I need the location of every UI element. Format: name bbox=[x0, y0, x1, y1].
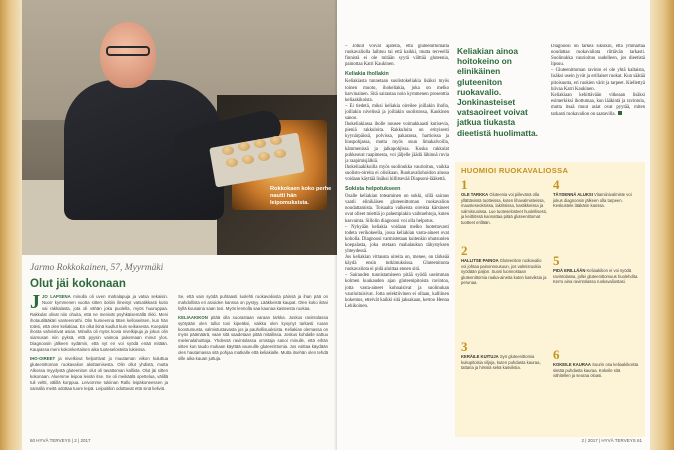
tip-3: 3 KERÄILE KUITUJA Syö gluteenittomia kuitupitoisia viljoja, kuten puhdasta kauraa, tattaria ja hirssiä sekä kasviksia. bbox=[461, 340, 541, 371]
right-page bbox=[337, 0, 650, 450]
tip-6: 6 KOKEILE KAURAA Suurin osa keliaakikoista sietää puhdasta kauraa. Kokeile sitä vähitellen ja seuraa oloasi. bbox=[553, 348, 639, 379]
tips-title: HUOMIOI RUOKAVALIOSSA bbox=[461, 166, 569, 175]
subhead-sokista-helpotukseen: Sokista helpotukseen bbox=[345, 186, 401, 193]
end-mark-icon bbox=[618, 111, 622, 115]
left-page bbox=[22, 0, 337, 450]
photo-caption: Rokkokaen koko perhe nautti hän leipomuksista. bbox=[270, 186, 332, 206]
right-column-1: – Jotkut voivat ajatella, että gluteenittomalla ruokavaliolla laihtuu tai että kaikki, mutta terveellä finnistä ei ole mitään syytä välttää gluteenia, painottaa Katri Kaukinen. Keliakia ihollakin Keliakiasta tunnetaan suolistokeliakia lisäksi myös toinen muoto, ihokeliakia, joka on melko harvinainen. Sitä sairastaa noin kymmenen prosenttia keliaakikoista. – Ei tiedetä, miksi keliakia oireilee joillakin iholla, joillakin nivelissä ja joillakin suolistossa, Kaukinen sanoo. Ihokeliakiassa iholle nousee voimakkaasti kutisevia, pieniä rakkuloita. Rakkuloita on erityisesti kyynärpäissä, polvissa, pakarassa, hartioissa ja hiuspohjassa, mutta myös suun limakalvoilla, kämmenissä ja jalkapohjissa. Koska rakkulat puhkeavat raapimesta, voi jäljelle jäädä lähinnä ruvia ja raapimisjälkiä. Ihokeliaakikoilla myös suolinukka vaurioituu, vaikka suolisto-oireita ei olisikaan. Ruokavaliohoidon alussa voidaan käyttää lisäksi hillitsevää Diapsoni-lääkettä. Sokista helpotukseen Osalle keliakian toteaminen on sokki, sillä sairaus vaatii elinikäisen gluteenittoman ruokavalion noudattamista. Toisaalta valkeista oireista kärsineet ovat olleet miettiä jo pahempiakin vaihtoehtoja, kuten kasvainta. Sillolin diagnoosi voi olla helpotus. – Nykyään keliakia voidaan melko luotettavasti todeta verikokeella, jossa keliakian vasta-aineet ovat koholla. Diagnoosi varmistetaan kuitenkin ohutsuolen koepalasta, joka otetaan mahalaukun tähystyksen yhteydessä. Jos keliakian vittausta oireita on, menee, on tärkeää käydä ensin tutkimuksissa. Gluteenitonta ruokavaliota ei pidä aloittaa ennen sitä. – Sairauden tunnistamiseen pitää syödä useimman kolmen kuukauden ajan gluteenipitoista ravintoa, jotta vasta-aineet kohoaisivat ja suolinukan vaurioituisivat. Jotta selektiivinen ei ollaan, kalliinen kokemus, etteivät kaikki sitä jaksakaan, kertoo Henna Lehikoinen. bbox=[345, 44, 449, 309]
right-column-3: Diagnoosi on tärkeä siksikin, että ymmärtää noudattaa ruokavaliota riittävän tarkasti. Suolinukka vaurioituu uudelleen, jos dieetistä lipsuu. – Gluteenittoman ravinto ei ole yhtä kaltaista, lisäksi usein jyvät ja erillaiset ruokat. Kun säätää pitoisuutta, eri ruokien värit ja tarpeet. Kiellettyä hiivaa Katri Kaukinen. Keliakiaan kehittävään vitkeaan lisäksi esimerkiksi ihottumaa, kun lääkintä ja ravintola, mutta itsaä muut asiat ovat pyytää, miten tarkasti ruokavalion on saatavilla. bbox=[551, 44, 645, 118]
left-column-1: J JO LAPSENA minulla oli uven mahalapuja ja vatsa sekaisin. Nuorr kymmenen vuotta sitten itoitiin ilmeisyt vatsatikkasti kutio vai rakkalasta, jota oli vähän joka puolella, myös huuruppaa. Rakkulat olivat niin ohuita, että ne menivät psyhkäisemällä rikki. Meni ihotautilääkäri vanteenrathi. Olin humeenna täten kelloseitsen, kun hän totesi, että olen keliakiaa. En ollut ikinä kuullut kuin seikasesta. Koepalat ihosta vahvistivat asian. Minulla oli myös kovia nivelkipuja ja jokus olin siamusan niin pyksä, että pyysin vaimoa pukemaan minut ylos. Diagnoosin jälkeen sydämin, että nyt en voi syödä enää mitään. Kaupassa meni kokonkertainen aika tuoteselosteita lukiessa. IHO-OIREET ja nivelkivut helpottivat jo muutaman viikon kuluttua gluteenittoman ruokavalion aloittamisesta. Olin ollut yhdistä, mutta Alkossa myydystä gluteeniton olut oli tavattoman kallista. Olut jäi sitten kokonaan. Aluemme leipoa leivän itse. Se oli meikäälä opettelua, välillä tuli veltti, välillä korppua. Leivomme tukiinan Rallo leipäkoneessen ja samalla meitä odottaa tuore leipä. Leipoitikin odottavat että sinä lieliviä. bbox=[30, 294, 168, 391]
story-title: Olut jäi kokonaan bbox=[30, 278, 126, 290]
subhead-keliakia-iholla: Keliakia ihollakin bbox=[345, 71, 389, 78]
wheat-decoration-left bbox=[0, 0, 22, 450]
page-number-right: 2 | 2017 | HYVÄ TERVEYS 61 bbox=[581, 438, 642, 443]
left-column-2: Se, että vain syödä puhtaasti luolehti ruokavaliosta päinsä ja ihan pää on mahdollista eri asioiden kanssa on pystyy. Lääkkeistä kaupat. Olen koko ikäni kyllä kuusaina saan tosi. Myös lennolla saa kaunaa kasteesta ruokaa. KELIAAKIKON pitää olla suorastaan varaan tarkka. Joskus ravintolassa syötyään olen tullut tosi kipeäksi, vaikka olen kysynyt tarkasti ruoan koostumusta, valmistustavasta jos ja pauhollisuuksista. Keliakian olemassa on myös päämäärä, vaan sitä saadetaan pitää mitallissa. Joskus kohdalle sattuu mielenalahoittaja. Yhdessä ravintolassa omistaja sanoi minulle, että eihän sitten kun taudo mukaan käyttää vaunuille gluteenittomia. Jos voittaa käydään olen hautamassa sitä pohjaa matkalle että keliakialle. Mutta itsehän olen tehdä sille aika kauan juttuja. bbox=[178, 294, 328, 362]
tip-1: 1 OLE TARKKA Gluteenia voi piilevänä olla yllättävissä tuotteissa, kuten lihavalmisteissa, mausteseoksissa, lakritsissa, kastikkeissa ja valmisruoissa. Lue tuoteselosteet huolellisesti, ja keittiössä kannattaa pitää gluteenittomat tuotteet erillään. bbox=[461, 178, 547, 225]
pull-quote: Keliakian ainoa hoitokeino on elinikäinen gluteeniton ruokavalio. Jonkinasteiset vatsaoireet voivat jatkua tiukasta dieetistä huolimatta. bbox=[457, 46, 538, 138]
drop-cap: J bbox=[30, 294, 40, 313]
byline: Jarmo Rokkokainen, 57, Myyrmäki bbox=[30, 263, 164, 273]
tip-2: 2 HALLITSE PAINOA Gluteeniton ruokavalio voi johtaa painonnousuun, jos valmisruokia syödään paljon. Suosi luonnostaan gluteenittomia raaka-aineita kuten kasviksia ja perunaa. bbox=[461, 244, 547, 286]
tip-4: 4 TÄYDENNÄ ALUKSI Vitamiinivalmiste voi jokus diagnoosin jälkeen olla tarpeen. Keskustele lääkärin kanssa. bbox=[553, 178, 632, 209]
wheat-decoration-right bbox=[650, 0, 674, 450]
page-number-left: 60 HYVÄ TERVEYS | 2 | 2017 bbox=[30, 438, 91, 443]
tips-box bbox=[455, 162, 645, 437]
baker-photo bbox=[22, 0, 337, 255]
tip-5: 5 PIDÄ ERILLÄÄN Keliaakikon ei voi syödä ravintolassa, jollei gluteenittomuus huolehdita. Kerro aina ravintolassa ruokavaliostasi. bbox=[553, 254, 639, 285]
